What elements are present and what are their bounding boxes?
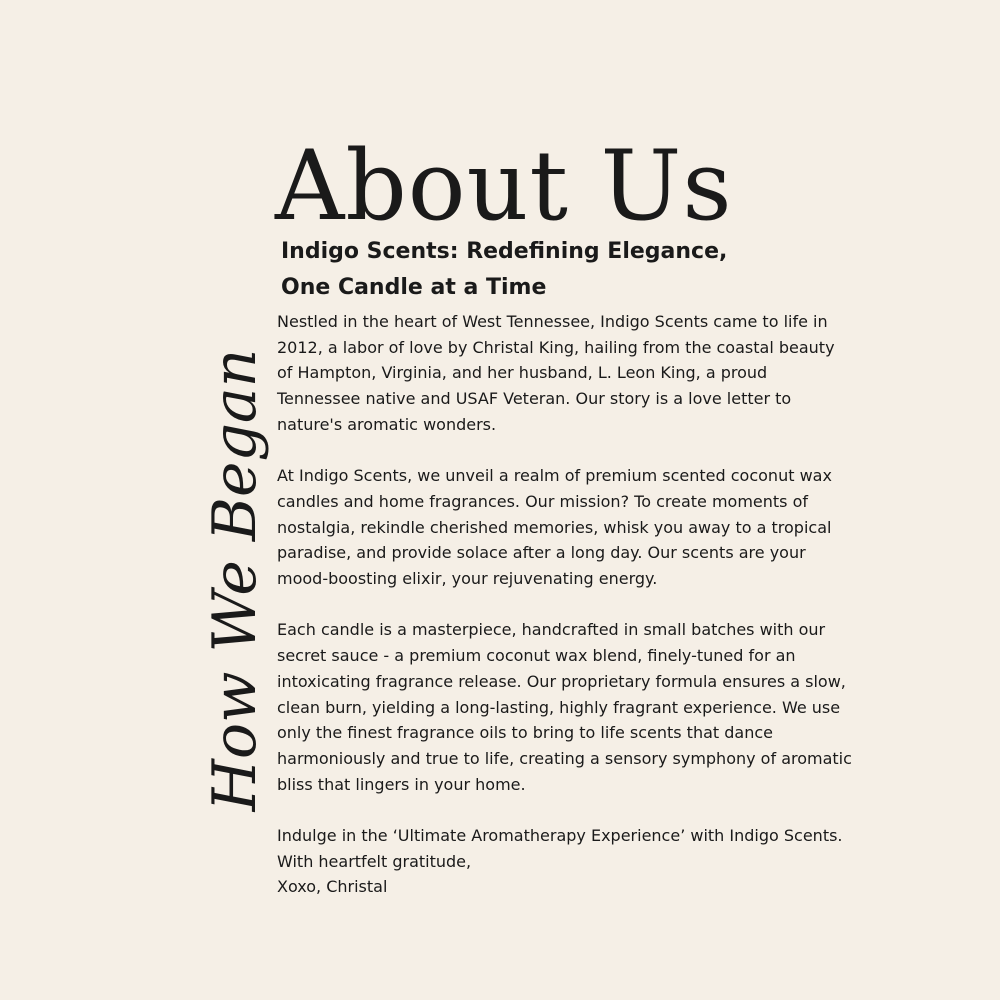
closing-line: With heartfelt gratitude,	[277, 851, 472, 871]
signature-line: Xoxo, Christal	[277, 877, 388, 897]
subtitle	[281, 234, 761, 306]
subtitle-line: Indigo Scents: Redefining Elegance,	[281, 239, 728, 265]
paragraph-mission: At Indigo Scents, we unveil a realm of premium scented coconut wax candles and home fragrances. Our mission? To create moments of nostalgia, rekindle cherished memories, whisk you away to a tropical paradise, and provide solace after a long day. Our scents are your mood-boosting elixir, your rejuvenating energy.	[277, 466, 832, 589]
paragraph-craft: Each candle is a masterpiece, handcrafted in small batches with our secret sauce - a premium coconut wax blend, finely-tuned for an intoxicating fragrance release. Our proprietary formula ensures a slow, clean burn, yielding a long-lasting, highly fragrant experience. We use only the finest fragrance oils to bring to life scents that dance harmoniously and true to life, creating a sensory symphony of aromatic bliss that lingers in your home.	[277, 620, 852, 794]
closing-line: Indulge in the ‘Ultimate Aromatherapy Experience’ with Indigo Scents.	[277, 826, 843, 846]
subtitle-line: One Candle at a Time	[281, 275, 547, 301]
body-text	[277, 309, 852, 900]
page-title: About Us	[275, 130, 733, 243]
side-script-heading: How We Began	[200, 348, 270, 812]
paragraph-origin: Nestled in the heart of West Tennessee, Indigo Scents came to life in 2012, a labor of love by Christal King, hailing from the coastal beauty of Hampton, Virginia, and her husband, L. Leon King, a proud Tennessee native and USAF Veteran. Our story is a love letter to nature's aromatic wonders.	[277, 312, 835, 434]
closing	[277, 823, 852, 900]
